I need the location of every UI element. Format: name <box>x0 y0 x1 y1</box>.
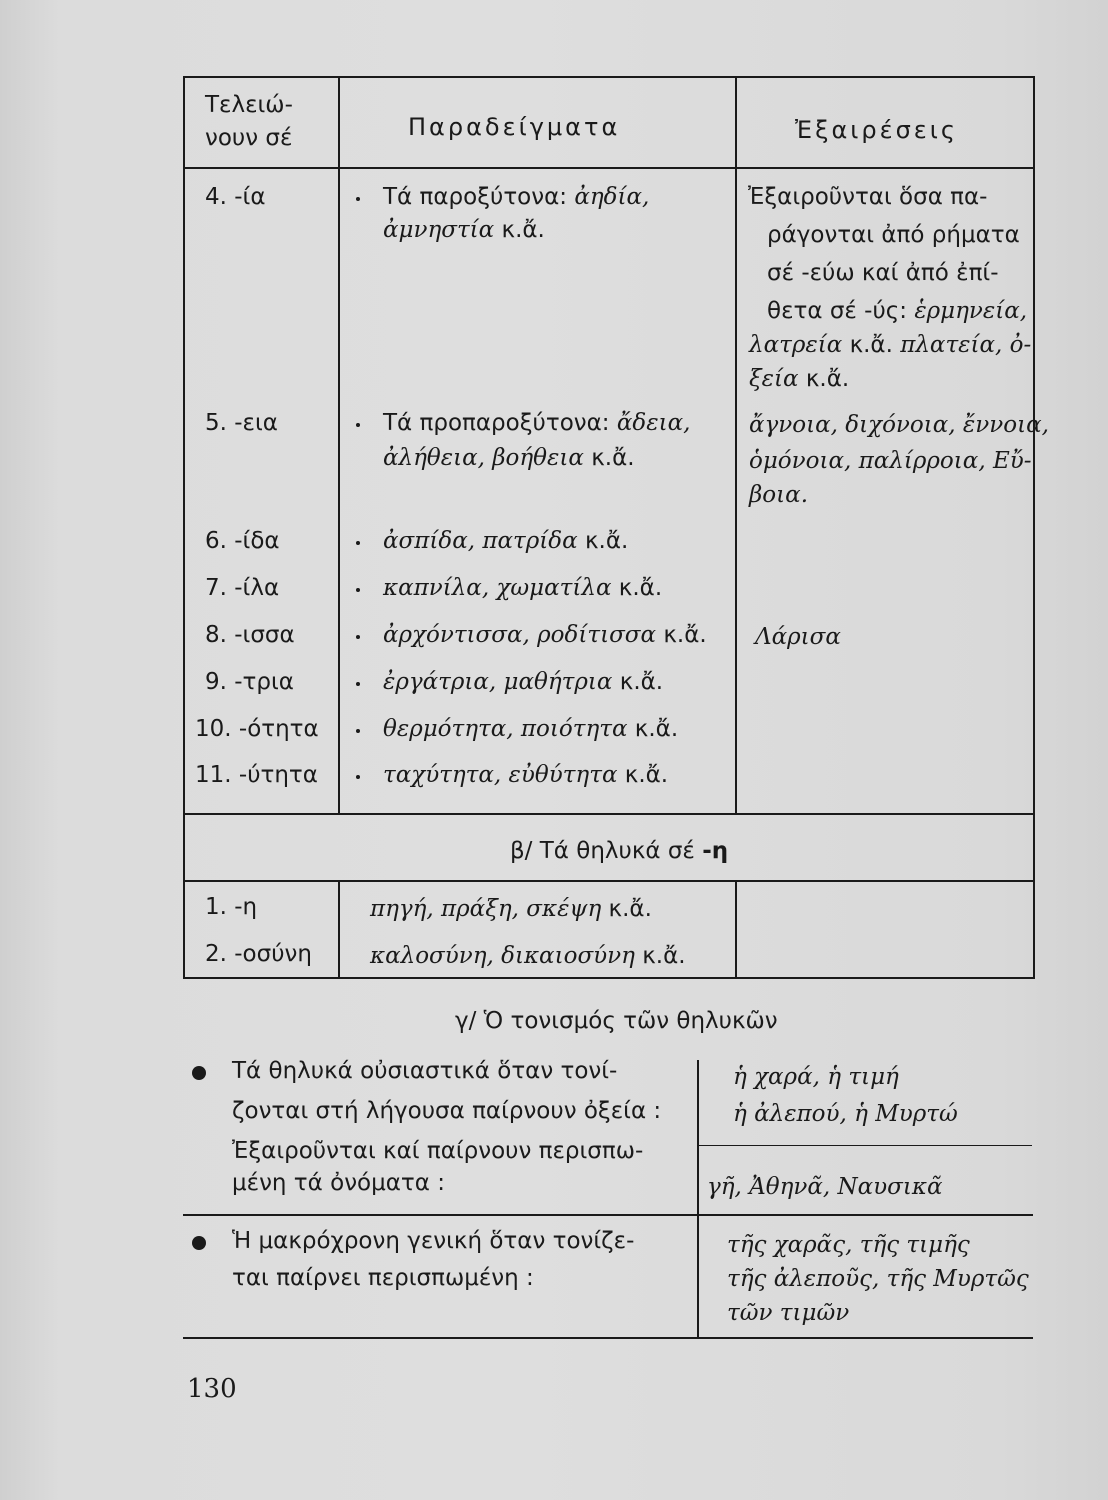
bullet-dot <box>356 588 360 592</box>
rule-2-example-1: τῆς χαρᾶς, τῆς τιμῆς <box>727 1232 970 1258</box>
table-a-col-divider-1 <box>338 76 340 814</box>
exception-eia-line2: ὁμόνοια, παλίρροια, Εὔ- <box>749 448 1032 474</box>
exception-eia-line3: βοια. <box>749 482 809 508</box>
example-issa: ἀρχόντισσα, ροδίτισσα κ.ἄ. <box>383 622 707 648</box>
rule-2-line1: Ἡ μακρόχρονη γενική ὅταν τονίζε- <box>232 1228 635 1254</box>
section-b-title: β/ Τά θηλυκά σέ -η <box>510 838 729 864</box>
exception-ia-line1: Ἐξαιροῦνται ὅσα πα- <box>748 184 988 210</box>
table-a-top-border <box>183 76 1035 78</box>
rule-1-line2: ζονται στή λήγουσα παίρνουν ὀξεία : <box>232 1098 662 1124</box>
example-ytita: ταχύτητα, εὐθύτητα κ.ἄ. <box>383 762 669 788</box>
rule-2-bullet <box>192 1236 206 1250</box>
table-right-border <box>1033 76 1035 979</box>
example-otita: θερμότητα, ποιότητα κ.ἄ. <box>383 716 679 742</box>
ending-i: 1. -η <box>205 894 258 920</box>
example-ia-line1: Τά παροξύτονα: ἀηδία, <box>383 184 650 210</box>
table-a-col-divider-2 <box>735 76 737 814</box>
exception-ia-line5: λατρεία κ.ἄ. πλατεία, ὀ- <box>749 332 1032 358</box>
exception-ia-line6: ξεία κ.ἄ. <box>749 366 850 392</box>
exception-ia-line4: θετα σέ -ύς: ἑρμηνεία, <box>767 298 1028 324</box>
table-a-bottom-border <box>183 813 1035 815</box>
table-b-bottom-border <box>183 977 1035 979</box>
header-endings-line1: Τελειώ- <box>205 92 293 118</box>
section-c-bottom-border <box>183 1337 1033 1339</box>
bullet-dot <box>356 197 360 201</box>
bullet-dot <box>356 541 360 545</box>
ending-osyni: 2. -οσύνη <box>205 941 312 967</box>
ending-otita: 10. -ότητα <box>195 716 319 742</box>
example-ida: ἀσπίδα, πατρίδα κ.ἄ. <box>383 528 629 554</box>
table-b-col-divider-2 <box>735 880 737 978</box>
rule-1-example-divider <box>697 1145 1032 1146</box>
table-b-top-border <box>183 880 1035 882</box>
bullet-dot <box>356 635 360 639</box>
header-endings-line2: νουν σέ <box>205 125 293 151</box>
section-c-vertical-divider <box>697 1060 699 1338</box>
ending-ila: 7. -ίλα <box>205 575 280 601</box>
example-eia-line2: ἀλήθεια, βοήθεια κ.ἄ. <box>383 445 635 471</box>
ending-ida: 6. -ίδα <box>205 528 280 554</box>
rule-2-example-3: τῶν τιμῶν <box>727 1300 850 1326</box>
exception-ia-line2: ράγονται ἀπό ρήματα <box>767 222 1020 248</box>
exception-issa: Λάρισα <box>755 624 841 650</box>
example-ia-line2: ἀμνηστία κ.ἄ. <box>383 217 545 243</box>
section-c-title: γ/ Ὁ τονισμός τῶν θηλυκῶν <box>455 1008 778 1034</box>
example-osyni: καλοσύνη, δικαιοσύνη κ.ἄ. <box>370 943 686 969</box>
rule-1-line1: Τά θηλυκά οὐσιαστικά ὅταν τονί- <box>232 1058 618 1084</box>
example-eia-line1: Τά προπαροξύτονα: ἄδεια, <box>383 410 691 436</box>
rule-2-example-2: τῆς ἀλεποῦς, τῆς Μυρτῶς <box>727 1266 1029 1292</box>
bullet-dot <box>356 729 360 733</box>
rule-1-exception-example: γῆ, Ἀθηνᾶ, Ναυσικᾶ <box>707 1174 943 1200</box>
ending-ytita: 11. -ύτητα <box>195 762 318 788</box>
example-tria: ἐργάτρια, μαθήτρια κ.ἄ. <box>383 669 664 695</box>
table-b-col-divider-1 <box>338 880 340 978</box>
rule-1-bullet <box>192 1066 206 1080</box>
bullet-dot <box>356 775 360 779</box>
header-exceptions: Ἐξαιρέσεις <box>795 116 958 144</box>
ending-tria: 9. -τρια <box>205 669 294 695</box>
example-i: πηγή, πράξη, σκέψη κ.ἄ. <box>370 896 652 922</box>
rule-1-example-1: ἡ χαρά, ἡ τιμή <box>733 1064 899 1090</box>
exception-ia-line3: σέ -εύω καί ἀπό ἐπί- <box>767 260 999 286</box>
ending-issa: 8. -ισσα <box>205 622 295 648</box>
table-a-header-divider <box>183 167 1035 169</box>
table-left-border <box>183 76 185 979</box>
header-examples: Παραδείγματα <box>408 113 621 141</box>
rule-1-exception-line2: μένη τά ὀνόματα : <box>232 1170 445 1196</box>
bullet-dot <box>356 423 360 427</box>
page-number: 130 <box>187 1374 237 1404</box>
ending-ia: 4. -ία <box>205 184 266 210</box>
rule-divider <box>183 1214 1033 1216</box>
example-ila: καπνίλα, χωματίλα κ.ἄ. <box>383 575 663 601</box>
ending-eia: 5. -εια <box>205 410 278 436</box>
exception-eia-line1: ἄγνοια, διχόνοια, ἔννοια, <box>749 412 1049 438</box>
bullet-dot <box>356 682 360 686</box>
rule-1-example-2: ἡ ἀλεπού, ἡ Μυρτώ <box>733 1101 958 1127</box>
rule-1-exception-line1: Ἐξαιροῦνται καί παίρνουν περισπω- <box>232 1138 644 1164</box>
rule-2-line2: ται παίρνει περισπωμένη : <box>232 1265 534 1291</box>
